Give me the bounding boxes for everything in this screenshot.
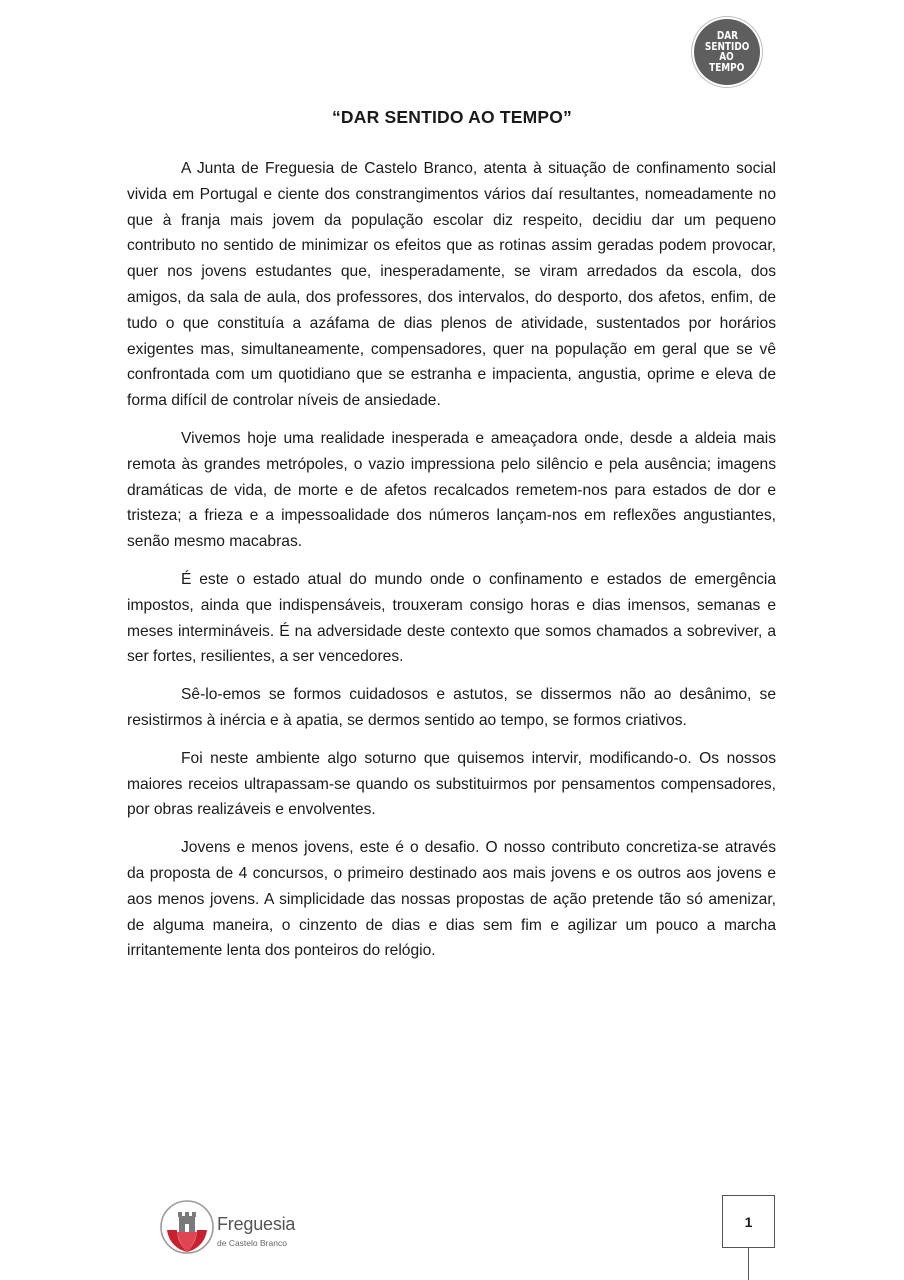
badge-line: TEMPO xyxy=(709,61,745,74)
badge-line: SENTIDO xyxy=(704,40,750,53)
paragraph: A Junta de Freguesia de Castelo Branco, atenta à situação de confinamento social vivida em Portugal e ciente dos constrangimentos vários daí resultantes, nomeadamente no que à franja mais jovem da população escolar diz respeito, decidiu dar um pequeno contributo no sentido de minimizar os efeitos que as rotinas assim geradas podem provocar, quer nos jovens estudantes que, inesperadamente, se viram arredados da escola, dos amigos, da sala de aula, dos professores, dos intervalos, do desporto, dos afetos, enfim, de tudo o que constituía a azáfama de dias plenos de atividade, sustentados por horários exigentes mas, simultaneamente, compensadores, quer na população em geral que se vê confrontada com um quotidiano que se estranha e impacienta, angustia, oprime e eleva de forma difícil de controlar níveis de ansiedade. xyxy=(127,160,776,410)
page-number-line xyxy=(748,1248,749,1280)
logo-name: Freguesia xyxy=(217,1214,296,1234)
page-number: 1 xyxy=(722,1195,775,1248)
logo-subtitle: de Castelo Branco xyxy=(217,1238,287,1248)
paragraph: Vivemos hoje uma realidade inesperada e ameaçadora onde, desde a aldeia mais remota às grandes metrópoles, o vazio impressiona pelo silêncio e pela ausência; imagens dramáticas de vida, de morte e de afetos recalcados remetem-nos para estados de dor e tristeza; a frieza e a impessoalidade dos números lançam-nos em reflexões angustiantes, senão mesmo macabras. xyxy=(127,429,776,551)
castle-emblem-icon xyxy=(159,1196,215,1260)
freguesia-logo xyxy=(159,1196,299,1260)
dar-sentido-ao-tempo-badge xyxy=(694,19,760,85)
badge-line: AO xyxy=(719,51,735,63)
paragraph: É este o estado atual do mundo onde o confinamento e estados de emergência impostos, ainda que indispensáveis, trouxeram consigo horas e dias imensos, semanas e meses intermináveis. É na adversidade deste contexto que somos chamados a sobreviver, a ser fortes, resilientes, a ser vencedores. xyxy=(127,570,776,666)
document-title: “DAR SENTIDO AO TEMPO” xyxy=(331,107,572,127)
paragraph: Jovens e menos jovens, este é o desafio. O nosso contributo concretiza-se através da proposta de 4 concursos, o primeiro destinado aos mais jovens e os outros aos jovens e aos menos jovens. A simplicidade das nossas propostas de ação pretende tão só amenizar, de alguma maneira, o cinzento de dias e dias sem fim e agilizar um pouco a marcha irritantemente lenta dos ponteiros do relógio. xyxy=(127,839,776,960)
document-body xyxy=(127,156,776,976)
badge-line: DAR xyxy=(716,30,738,42)
paragraph: Sê-lo-emos se formos cuidadosos e astutos, se dissermos não ao desânimo, se resistirmos à inércia e à apatia, se dermos sentido ao tempo, se formos criativos. xyxy=(127,686,776,729)
paragraph: Foi neste ambiente algo soturno que quisemos intervir, modificando-o. Os nossos maiores receios ultrapassam-se quando os substituirmos por pensamentos compensadores, por obras realizáveis e envolventes. xyxy=(127,749,776,819)
